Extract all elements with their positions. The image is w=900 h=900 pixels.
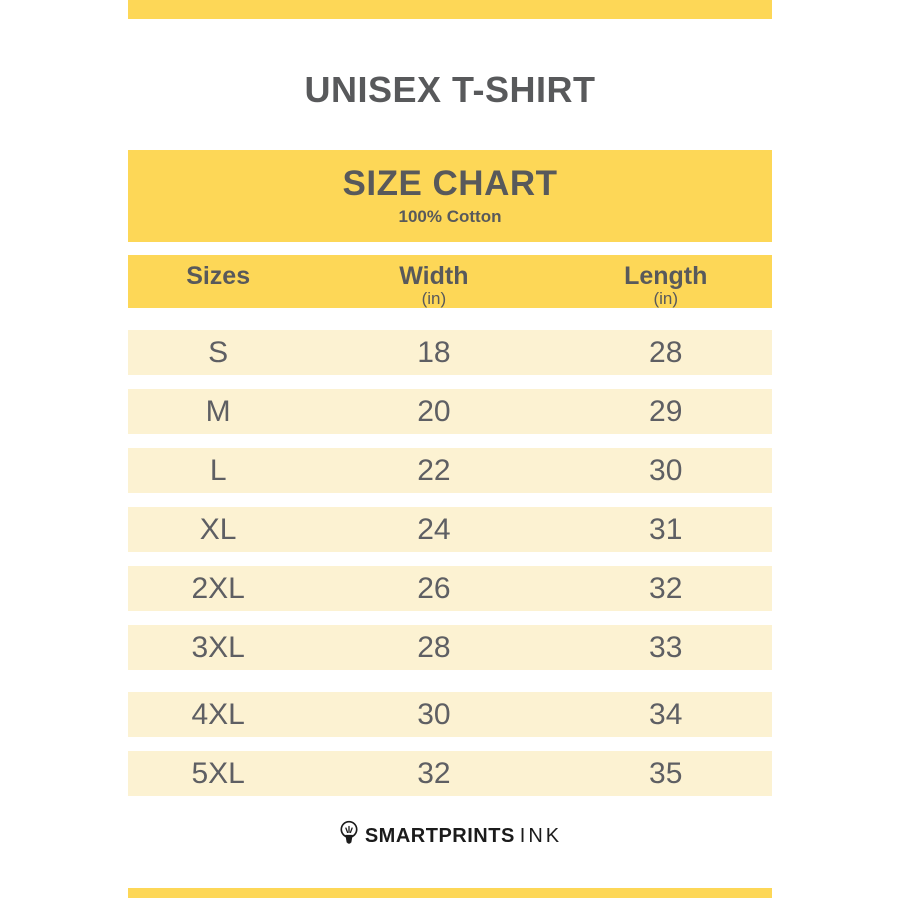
length-cell: 30 <box>649 454 683 487</box>
table-row <box>128 448 772 493</box>
table-row <box>128 566 772 611</box>
table-row <box>128 389 772 434</box>
size-cell: 3XL <box>191 631 245 664</box>
size-cell: 5XL <box>191 757 245 790</box>
width-cell: 18 <box>417 336 451 369</box>
column-header-sizes <box>128 263 308 308</box>
size-cell: M <box>205 395 231 428</box>
column-header-width <box>308 263 559 308</box>
size-cell: XL <box>199 513 237 546</box>
table-row <box>128 330 772 375</box>
column-unit: (in) <box>421 289 447 308</box>
brand-name-light: INK <box>519 824 563 847</box>
length-cell: 35 <box>649 757 683 790</box>
width-cell: 32 <box>417 757 451 790</box>
table-row <box>128 751 772 796</box>
top-accent-bar <box>128 0 772 19</box>
length-cell: 31 <box>649 513 683 546</box>
width-cell: 30 <box>417 698 451 731</box>
column-label: Sizes <box>186 262 251 290</box>
size-cell: 4XL <box>191 698 245 731</box>
width-cell: 20 <box>417 395 451 428</box>
length-cell: 34 <box>649 698 683 731</box>
length-cell: 32 <box>649 572 683 605</box>
column-label: Length <box>624 262 708 290</box>
size-cell: S <box>208 336 229 369</box>
brand-name-bold: SMARTPRINTS <box>364 824 515 847</box>
column-unit: (in) <box>653 289 678 308</box>
width-cell: 22 <box>417 454 451 487</box>
width-cell: 24 <box>417 513 451 546</box>
size-chart-page <box>128 0 772 898</box>
table-header-row <box>128 255 772 308</box>
width-cell: 26 <box>417 572 451 605</box>
table-row <box>128 692 772 737</box>
table-row <box>128 625 772 670</box>
bottom-accent-bar <box>128 888 772 898</box>
lightbulb-icon <box>338 820 360 853</box>
size-cell: L <box>209 454 227 487</box>
banner-subheading: 100% Cotton <box>398 207 502 226</box>
column-label: Width <box>399 262 469 290</box>
size-cell: 2XL <box>191 572 245 605</box>
page-title: UNISEX T-SHIRT <box>304 69 596 110</box>
banner-heading: SIZE CHART <box>342 164 558 203</box>
length-cell: 29 <box>649 395 683 428</box>
table-row <box>128 507 772 552</box>
column-header-length <box>559 263 772 308</box>
brand-footer <box>128 822 772 850</box>
length-cell: 33 <box>649 631 683 664</box>
width-cell: 28 <box>417 631 451 664</box>
length-cell: 28 <box>649 336 683 369</box>
size-chart-banner <box>128 150 772 242</box>
